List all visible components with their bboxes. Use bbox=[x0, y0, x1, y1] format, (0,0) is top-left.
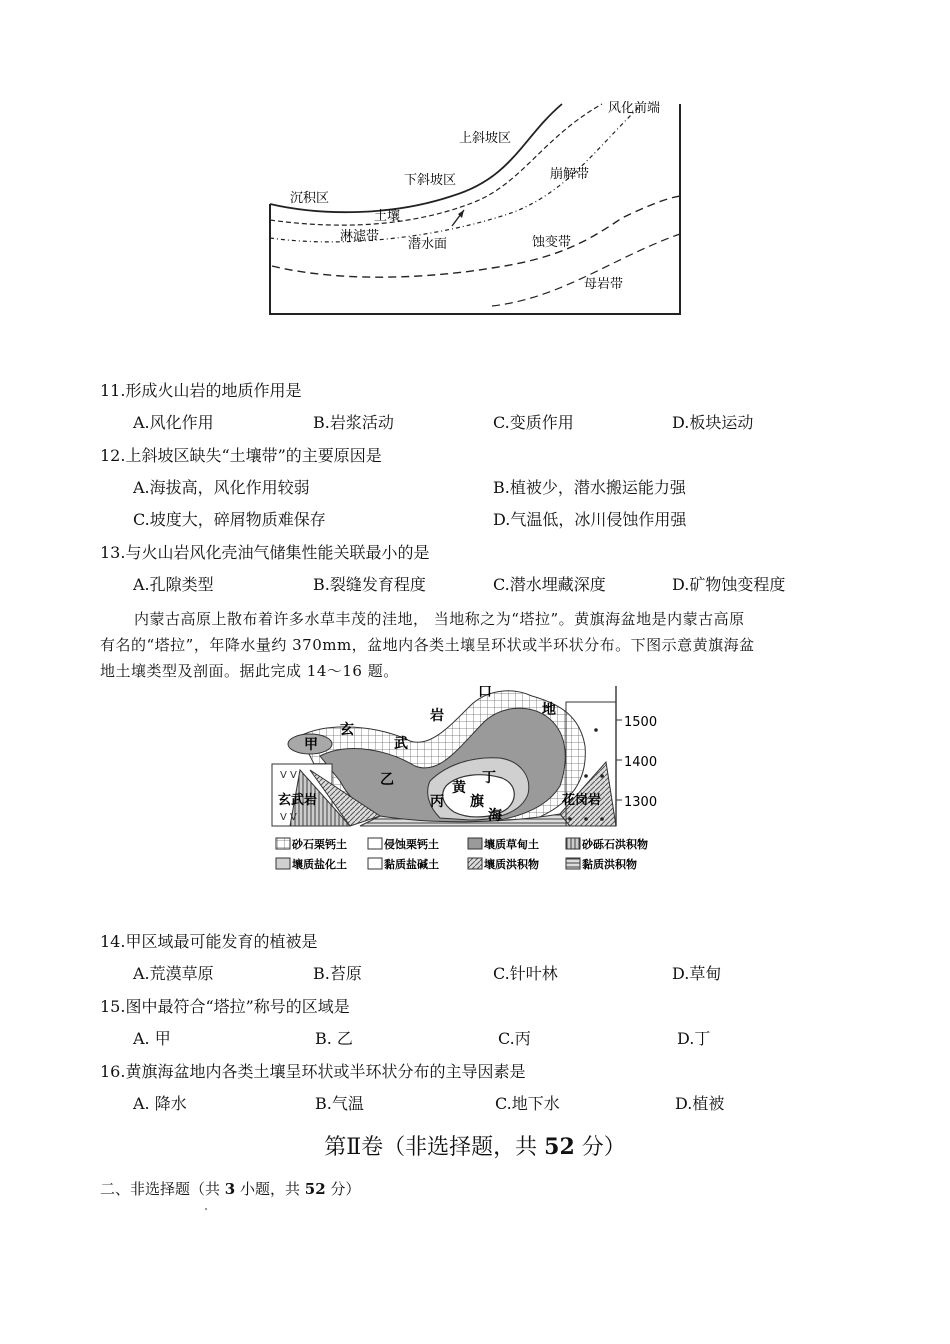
sub-count: 3 bbox=[224, 1180, 236, 1198]
q13-option-d[interactable]: D.矿物蚀变程度 bbox=[672, 575, 786, 594]
passage-line-3: 地土壤类型及剖面。据此完成 14～16 题。 bbox=[100, 662, 399, 680]
q11-option-a[interactable]: A.风化作用 bbox=[133, 413, 214, 432]
question-11: 11.形成火山岩的地质作用是 bbox=[100, 381, 302, 400]
passage-line-1: 内蒙古高原上散布着许多水草丰茂的洼地， 当地称之为“塔拉”。黄旗海盆地是内蒙古高原 bbox=[134, 610, 745, 628]
q11-option-d[interactable]: D.板块运动 bbox=[672, 413, 754, 432]
q16-option-a[interactable]: A. 降水 bbox=[133, 1094, 187, 1113]
label-bedrock-zone: 母岩带 bbox=[584, 277, 624, 292]
label-upper-slope: 上斜坡区 bbox=[459, 131, 512, 146]
label-yi: 乙 bbox=[380, 772, 394, 788]
label-leaching-zone: 淋滤带 bbox=[340, 229, 380, 244]
q15-option-d[interactable]: D.丁 bbox=[677, 1029, 711, 1048]
elev-1400: 1400 bbox=[624, 755, 658, 770]
label-ding: 丁 bbox=[482, 770, 496, 786]
q12-option-a[interactable]: A.海拔高，风化作用较弱 bbox=[133, 478, 310, 497]
legend-item: 壤质洪积物 bbox=[484, 858, 539, 871]
basin-soil-figure bbox=[270, 686, 680, 878]
question-14: 14.甲区域最可能发育的植被是 bbox=[100, 932, 318, 951]
label-lower-slope: 下斜坡区 bbox=[404, 173, 457, 188]
sub-score: 52 bbox=[304, 1180, 326, 1198]
question-16: 16.黄旗海盆地内各类土壤呈环状或半环状分布的主导因素是 bbox=[100, 1062, 526, 1081]
q11-option-c[interactable]: C.变质作用 bbox=[493, 413, 574, 432]
q14-option-c[interactable]: C.针叶林 bbox=[493, 964, 558, 983]
label-basalt: 玄武岩 bbox=[278, 793, 318, 808]
q12-option-c[interactable]: C.坡度大，碎屑物质难保存 bbox=[133, 510, 326, 529]
svg-text:V V: V V bbox=[280, 812, 297, 823]
label-bing: 丙 bbox=[430, 794, 444, 810]
label-hai: 海 bbox=[488, 808, 502, 824]
sub-mid: 小题，共 bbox=[235, 1180, 305, 1198]
sub-post: 分） bbox=[325, 1180, 361, 1198]
elev-1500: 1500 bbox=[624, 715, 658, 730]
label-deposition: 沉积区 bbox=[290, 191, 330, 206]
label-granite: 花岗岩 bbox=[562, 793, 602, 808]
section-title bbox=[0, 1130, 950, 1161]
q15-option-a[interactable]: A. 甲 bbox=[133, 1029, 171, 1048]
q14-option-d[interactable]: D.草甸 bbox=[672, 964, 722, 983]
label-di: 地 bbox=[542, 702, 556, 718]
label-jia: 甲 bbox=[304, 737, 318, 753]
section-title-pre: 第Ⅱ卷（非选择题，共 bbox=[324, 1135, 545, 1160]
q13-option-b[interactable]: B.裂缝发育程度 bbox=[313, 575, 426, 594]
label-wu: 武 bbox=[394, 736, 408, 752]
question-12: 12.上斜坡区缺失“土壤带”的主要原因是 bbox=[100, 446, 382, 465]
label-xuan: 玄 bbox=[340, 722, 354, 738]
legend-item: 砂砾石洪积物 bbox=[582, 838, 648, 851]
q16-option-c[interactable]: C.地下水 bbox=[495, 1094, 560, 1113]
q12-option-b[interactable]: B.植被少，潜水搬运能力强 bbox=[493, 478, 686, 497]
bedrock-boundary bbox=[272, 196, 680, 277]
stray-dot bbox=[205, 1208, 207, 1210]
weathering-profile-figure bbox=[262, 98, 702, 320]
legend bbox=[276, 837, 648, 871]
label-water-table: 潜水面 bbox=[408, 237, 448, 252]
section-title-score: 52 bbox=[544, 1134, 575, 1160]
q16-option-b[interactable]: B.气温 bbox=[315, 1094, 364, 1113]
section-title-post: 分） bbox=[574, 1135, 626, 1160]
sub-pre: 二、非选择题（共 bbox=[100, 1180, 225, 1198]
legend-item: 侵蚀栗钙土 bbox=[384, 838, 439, 851]
passage bbox=[100, 606, 840, 684]
label-yan: 岩 bbox=[430, 708, 444, 724]
legend-item: 黏质盐碱土 bbox=[384, 858, 439, 871]
q14-option-b[interactable]: B.苔原 bbox=[313, 964, 362, 983]
label-weathering-front: 风化前端 bbox=[608, 101, 661, 116]
question-15: 15.图中最符合“塔拉”称号的区域是 bbox=[100, 997, 350, 1016]
question-13: 13.与火山岩风化壳油气储集性能关联最小的是 bbox=[100, 543, 430, 562]
q14-option-a[interactable]: A.荒漠草原 bbox=[133, 964, 214, 983]
label-qi: 旗 bbox=[470, 794, 484, 810]
q13-option-a[interactable]: A.孔隙类型 bbox=[133, 575, 214, 594]
leaching-boundary bbox=[270, 104, 602, 225]
lower-bedrock-line bbox=[492, 234, 680, 306]
legend-item: 壤质草甸土 bbox=[484, 838, 539, 851]
label-kou: 口 bbox=[478, 686, 492, 700]
label-soil: 土壤 bbox=[374, 209, 401, 224]
elev-1300: 1300 bbox=[624, 795, 658, 810]
label-huang: 黄 bbox=[452, 780, 466, 796]
legend-item: 壤质盐化土 bbox=[292, 858, 347, 871]
q13-option-c[interactable]: C.潜水埋藏深度 bbox=[493, 575, 606, 594]
legend-item: 砂石栗钙土 bbox=[292, 838, 347, 851]
q12-option-d[interactable]: D.气温低，冰川侵蚀作用强 bbox=[493, 510, 687, 529]
q15-option-c[interactable]: C.丙 bbox=[498, 1029, 531, 1048]
label-alteration-zone: 蚀变带 bbox=[532, 235, 572, 250]
q15-option-b[interactable]: B. 乙 bbox=[315, 1029, 353, 1048]
label-collapse-zone: 崩解带 bbox=[550, 167, 590, 182]
passage-line-2: 有名的“塔拉”，年降水量约 370mm，盆地内各类土壤呈环状或半环状分布。下图示意黄旗海盆 bbox=[100, 636, 755, 654]
q11-option-b[interactable]: B.岩浆活动 bbox=[313, 413, 394, 432]
section-subtitle bbox=[100, 1178, 360, 1199]
q16-option-d[interactable]: D.植被 bbox=[675, 1094, 725, 1113]
legend-item: 黏质洪积物 bbox=[582, 858, 637, 871]
svg-text:V V: V V bbox=[280, 770, 297, 781]
